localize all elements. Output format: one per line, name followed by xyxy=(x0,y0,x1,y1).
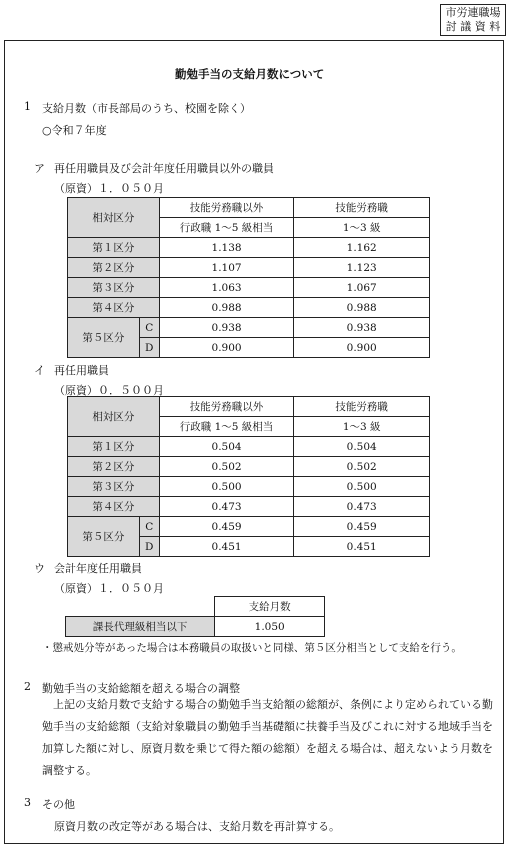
header-col2: 技能労務職 xyxy=(294,397,430,417)
table-row xyxy=(68,318,430,338)
header-relative-class: 相対区分 xyxy=(68,198,160,238)
cell: 0.459 xyxy=(294,517,430,537)
section-3-heading: その他 xyxy=(42,798,75,811)
cell: 0.938 xyxy=(159,318,294,338)
row-sub-label: C xyxy=(139,517,159,537)
subsection-a-base: （原資）１．０５０月 xyxy=(54,182,164,195)
table-a xyxy=(67,197,430,358)
row-sub-label: D xyxy=(139,338,159,358)
stamp-line-1: 市労連職場 xyxy=(445,6,501,19)
disciplinary-note: ・懲戒処分等があった場合は本務職員の取扱いと同様、第５区分相当として支給を行う。 xyxy=(42,642,462,654)
row-label: 第２区分 xyxy=(68,457,160,477)
cell: 0.502 xyxy=(294,457,430,477)
row-label-5: 第５区分 xyxy=(68,318,140,358)
row-sub-label: D xyxy=(139,537,159,557)
section-2-number: 2 xyxy=(24,680,31,693)
table-row xyxy=(68,517,430,537)
cell: 0.473 xyxy=(159,497,294,517)
section-1-number: 1 xyxy=(24,100,31,113)
table-row xyxy=(68,457,430,477)
row-label: 課長代理級相当以下 xyxy=(66,617,215,637)
subsection-i-mark: イ xyxy=(34,364,45,377)
header-col1: 技能労務職以外 xyxy=(159,198,294,218)
table-c xyxy=(65,596,325,637)
cell: 0.500 xyxy=(294,477,430,497)
cell: 0.504 xyxy=(159,437,294,457)
table-b xyxy=(67,396,430,557)
cell: 0.938 xyxy=(294,318,430,338)
cell: 1.107 xyxy=(159,258,294,278)
table-row xyxy=(66,617,325,637)
row-label: 第２区分 xyxy=(68,258,160,278)
cell: 0.451 xyxy=(294,537,430,557)
cell: 0.451 xyxy=(159,537,294,557)
cell: 0.459 xyxy=(159,517,294,537)
row-label-5: 第５区分 xyxy=(68,517,140,557)
cell: 1.067 xyxy=(294,278,430,298)
cell: 1.050 xyxy=(215,617,325,637)
header-col1: 技能労務職以外 xyxy=(159,397,294,417)
cell: 0.504 xyxy=(294,437,430,457)
table-row xyxy=(68,497,430,517)
subsection-i-base: （原資）０．５００月 xyxy=(54,384,164,397)
row-label: 第１区分 xyxy=(68,238,160,258)
section-3-number: 3 xyxy=(24,796,31,809)
document-title: 勤勉手当の支給月数について xyxy=(175,67,325,81)
header-col2-sub: 1～3 級 xyxy=(294,417,430,437)
cell: 0.900 xyxy=(159,338,294,358)
row-label: 第１区分 xyxy=(68,437,160,457)
cell: 0.502 xyxy=(159,457,294,477)
header-relative-class: 相対区分 xyxy=(68,397,160,437)
cell: 0.988 xyxy=(159,298,294,318)
blank-cell xyxy=(66,597,215,617)
meeting-material-stamp xyxy=(440,4,506,36)
header-col2: 技能労務職 xyxy=(294,198,430,218)
subsection-u-heading: 会計年度任用職員 xyxy=(54,562,142,575)
header-col1-sub: 行政職 1～5 級相当 xyxy=(159,417,294,437)
subsection-a-mark: ア xyxy=(34,162,45,175)
cell: 1.063 xyxy=(159,278,294,298)
header-col2-sub: 1～3 級 xyxy=(294,218,430,238)
subsection-a-heading: 再任用職員及び会計年度任用職員以外の職員 xyxy=(54,162,274,175)
cell: 1.162 xyxy=(294,238,430,258)
cell: 0.473 xyxy=(294,497,430,517)
cell: 0.900 xyxy=(294,338,430,358)
row-sub-label: C xyxy=(139,318,159,338)
table-row xyxy=(68,477,430,497)
table-row xyxy=(68,238,430,258)
table-row xyxy=(68,258,430,278)
row-label: 第３区分 xyxy=(68,477,160,497)
cell: 1.123 xyxy=(294,258,430,278)
section-2-body: 上記の支給月数で支給する場合の勤勉手当支給額の総額が、条例により定められている勤勉手当の支給総額（支給対象職員の勤勉手当基礎額に扶養手当及びこれに対する地域手当を加算した額に対し、原資月数を乗じて得た額の総額）を超える場合は、超えないよう月数を調整する。 xyxy=(42,698,493,777)
subsection-i-heading: 再任用職員 xyxy=(54,364,109,377)
table-row xyxy=(68,437,430,457)
row-label: 第４区分 xyxy=(68,298,160,318)
table-row xyxy=(68,298,430,318)
stamp-line-2: 討 議 資 料 xyxy=(445,20,501,33)
row-label: 第３区分 xyxy=(68,278,160,298)
header-months: 支給月数 xyxy=(215,597,325,617)
row-label: 第４区分 xyxy=(68,497,160,517)
cell: 0.988 xyxy=(294,298,430,318)
header-col1-sub: 行政職 1～5 級相当 xyxy=(159,218,294,238)
subsection-u-mark: ウ xyxy=(34,562,45,575)
section-2-heading: 勤勉手当の支給総額を超える場合の調整 xyxy=(42,682,240,695)
section-1-heading: 支給月数（市長部局のうち、校園を除く） xyxy=(42,102,251,115)
section-3-body: 原資月数の改定等がある場合は、支給月数を再計算する。 xyxy=(54,820,340,833)
fiscal-year-label: ○令和７年度 xyxy=(42,124,107,137)
cell: 0.500 xyxy=(159,477,294,497)
table-row xyxy=(68,278,430,298)
cell: 1.138 xyxy=(159,238,294,258)
subsection-u-base: （原資）１．０５０月 xyxy=(54,582,164,595)
